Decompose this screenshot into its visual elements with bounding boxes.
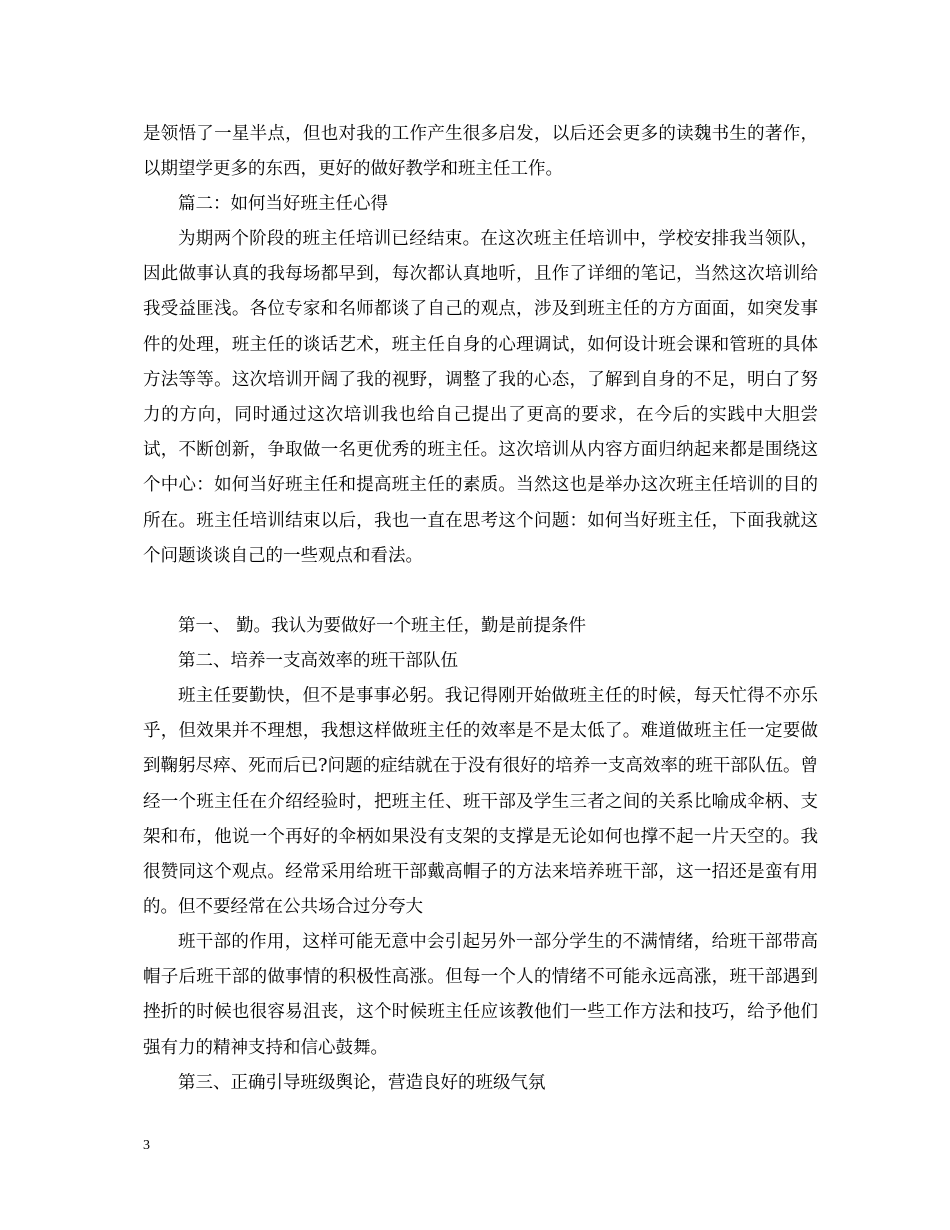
page-number: 3 (143, 1138, 150, 1153)
point-heading-second: 第二、培养一支高效率的班干部队伍 (178, 651, 458, 671)
paragraph-continuation: 是领悟了一星半点，但也对我的工作产生很多启发，以后还会更多的读魏书生的著作，以期望学更多的东西，更好的做好教学和班主任工作。 (143, 124, 818, 180)
point-heading-first: 第一、 勤。我认为要做好一个班主任，勤是前提条件 (178, 616, 587, 636)
paragraph-training-intro: 为期两个阶段的班主任培训已经结束。在这次班主任培训中，学校安排我当领队，因此做事认真的我每场都早到，每次都认真地听，且作了详细的笔记，当然这次培训给我受益匪浅。各位专家和名师都谈了自己的观点，涉及到班主任的方方面面，如突发事件的处理，班主任的谈话艺术，班主任自身的心理调试，如何设计班会课和管班的具体方法等等。这次培训开阔了我的视野，调整了我的心态，了解到自身的不足，明白了努力的方向，同时通过这次培训我也给自己提出了更高的要求，在今后的实践中大胆尝试，不断创新，争取做一名更优秀的班主任。这次培训从内容方面归纳起来都是围绕这个中心：如何当好班主任和提高班主任的素质。当然这也是举办这次班主任培训的目的所在。班主任培训结束以后，我也一直在思考这个问题：如何当好班主任，下面我就这个问题谈谈自己的一些观点和看法。 (143, 229, 818, 566)
point-heading-third: 第三、正确引导班级舆论，营造良好的班级气氛 (178, 1073, 546, 1093)
paragraph-class-cadre: 班主任要勤快，但不是事事必躬。我记得刚开始做班主任的时候，每天忙得不亦乐乎，但效果并不理想，我想这样做班主任的效率是不是太低了。难道做班主任一定要做到鞠躬尽瘁、死而后已?问题的症结就在于没有很好的培养一支高效率的班干部队伍。曾经一个班主任在介绍经验时，把班主任、班干部及学生三者之间的关系比喻成伞柄、支架和布，他说一个再好的伞柄如果没有支架的支撑是无论如何也撑不起一片天空的。我很赞同这个观点。经常采用给班干部戴高帽子的方法来培养班干部，这一招还是蛮有用的。但不要经常在公共场合过分夸大 (143, 686, 818, 918)
paragraph-cadre-role: 班干部的作用，这样可能无意中会引起另外一部分学生的不满情绪，给班干部带高帽子后班干部的做事情的积极性高涨。但每一个人的情绪不可能永远高涨，班干部遇到挫折的时候也很容易沮丧，这个时候班主任应该教他们一些工作方法和技巧，给予他们强有力的精神支持和信心鼓舞。 (143, 932, 818, 1058)
section-heading-part-two: 篇二：如何当好班主任心得 (178, 194, 388, 214)
